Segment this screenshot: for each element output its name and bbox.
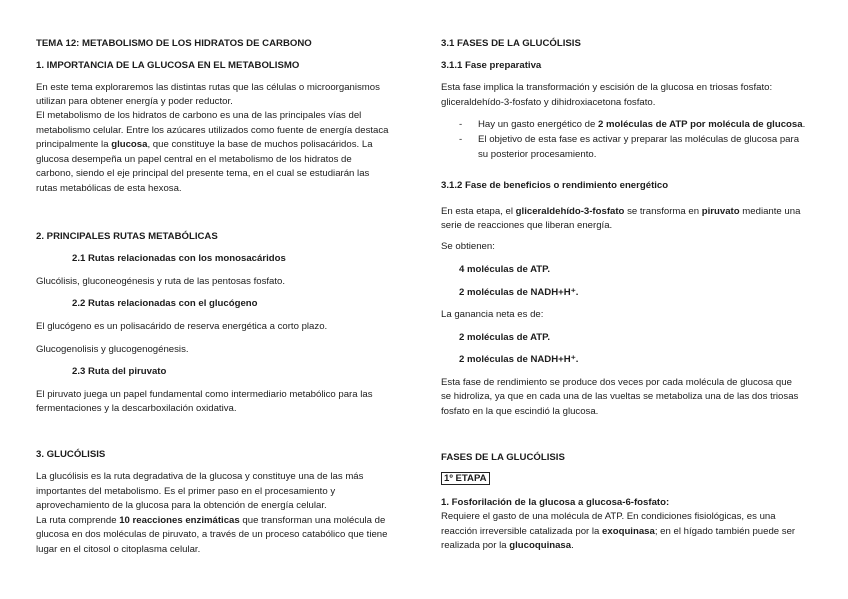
section-1-line: En este tema exploraremos las distintas rutas que las células o microorganismos: [36, 82, 380, 93]
section-3-1-2-line: En esta etapa, el gliceraldehído-3-fosfato se transforma en piruvato mediante una: [441, 206, 801, 217]
section-3-line: importantes del metabolismo. Es el primer paso en el procesamiento y: [36, 486, 336, 497]
bullet-item: Hay un gasto energético de 2 moléculas de ATP por molécula de glucosa.: [478, 119, 806, 130]
section-3-1-2-line: serie de reacciones que liberan energía.: [441, 220, 613, 231]
section-1-line: utilizan para obtener energía y poder reductor.: [36, 96, 233, 107]
section-1-line: El metabolismo de los hidratos de carbono es una de las principales vías del: [36, 110, 362, 121]
section-3-heading: 3. GLUCÓLISIS: [36, 449, 106, 460]
section-3-line: lugar en el citosol o citoplasma celular.: [36, 544, 201, 555]
section-1-line: carbono, siendo el eje principal del presente tema, en el cual se estudiarán las: [36, 168, 370, 179]
section-1-line: rutas metabólicas de esta hexosa.: [36, 183, 182, 194]
section-2-1-heading: 2.1 Rutas relacionadas con los monosacáridos: [72, 253, 286, 264]
bullet-item: su posterior procesamiento.: [478, 149, 597, 160]
section-1-heading: 1. IMPORTANCIA DE LA GLUCOSA EN EL METABOLISMO: [36, 60, 300, 71]
section-3-1-1-line: Esta fase implica la transformación y escisión de la glucosa en triosas fosfato:: [441, 82, 773, 93]
fosforilacion-line: realizada por la glucoquinasa.: [441, 540, 574, 551]
section-3-line: La ruta comprende 10 reacciones enzimáticas que transforman una molécula de: [36, 515, 386, 526]
section-3-line: aprovechamiento de la glucosa para la obtención de energía celular.: [36, 500, 327, 511]
atp-yield: 4 moléculas de ATP.: [459, 264, 550, 275]
rendimiento-line: se hidroliza, ya que en cada una de las vueltas se metaboliza una de las dos triosas: [441, 391, 799, 402]
document-title: TEMA 12: METABOLISMO DE LOS HIDRATOS DE CARBONO: [36, 38, 312, 49]
obtienen-label: Se obtienen:: [441, 241, 495, 252]
section-1-line: glucosa desempeña un papel central en el metabolismo de los hidratos de: [36, 154, 352, 165]
nadh-yield: 2 moléculas de NADH+H⁺.: [459, 287, 579, 298]
bullet-item: El objetivo de esta fase es activar y preparar las moléculas de glucosa para: [478, 134, 800, 145]
section-2-3-line: El piruvato juega un papel fundamental como intermediario metabólico para las: [36, 389, 373, 400]
section-3-1-1-line: gliceraldehído-3-fosfato y dihidroxiacetona fosfato.: [441, 97, 656, 108]
section-3-line: La glucólisis es la ruta degradativa de la glucosa y constituye una de las más: [36, 471, 364, 482]
fases-heading: FASES DE LA GLUCÓLISIS: [441, 452, 565, 463]
etapa-label: [441, 472, 490, 486]
fosforilacion-line: reacción irreversible catalizada por la exoquinasa; en el hígado también puede ser: [441, 526, 796, 537]
bullet-dash: -: [459, 134, 463, 145]
section-2-3-heading: 2.3 Ruta del piruvato: [72, 366, 167, 377]
section-2-2-heading: 2.2 Rutas relacionadas con el glucógeno: [72, 298, 258, 309]
section-2-2-text: El glucógeno es un polisacárido de reserva energética a corto plazo.: [36, 321, 328, 332]
bullet-dash: -: [459, 119, 463, 130]
section-2-heading: 2. PRINCIPALES RUTAS METABÓLICAS: [36, 231, 218, 242]
section-1-line: metabolismo celular. Entre los azúcares utilizados como fuente de energía destaca: [36, 125, 389, 136]
etapa-box: 1º ETAPA: [441, 472, 490, 485]
section-3-1-heading: 3.1 FASES DE LA GLUCÓLISIS: [441, 38, 581, 49]
rendimiento-line: fosfato en la que escindió la glucosa.: [441, 406, 599, 417]
section-3-1-1-heading: 3.1.1 Fase preparativa: [441, 60, 542, 71]
section-2-3-line: fermentaciones y la descarboxilación oxidativa.: [36, 403, 237, 414]
section-2-2-text: Glucogenolisis y glucogenogénesis.: [36, 344, 189, 355]
ganancia-label: La ganancia neta es de:: [441, 309, 544, 320]
section-3-1-2-heading: 3.1.2 Fase de beneficios o rendimiento energético: [441, 180, 669, 191]
section-3-line: glucosa en dos moléculas de piruvato, a través de un proceso catabólico que tiene: [36, 529, 388, 540]
fosforilacion-line: Requiere el gasto de una molécula de ATP. En condiciones fisiológicas, es una: [441, 511, 776, 522]
fosforilacion-heading: 1. Fosforilación de la glucosa a glucosa-6-fosfato:: [441, 497, 670, 508]
atp-net: 2 moléculas de ATP.: [459, 332, 550, 343]
section-2-1-text: Glucólisis, gluconeogénesis y ruta de las pentosas fosfato.: [36, 276, 286, 287]
section-1-line: principalmente la glucosa, que constituye la base de muchos polisacáridos. La: [36, 139, 373, 150]
nadh-net: 2 moléculas de NADH+H⁺.: [459, 354, 579, 365]
rendimiento-line: Esta fase de rendimiento se produce dos veces por cada molécula de glucosa que: [441, 377, 792, 388]
